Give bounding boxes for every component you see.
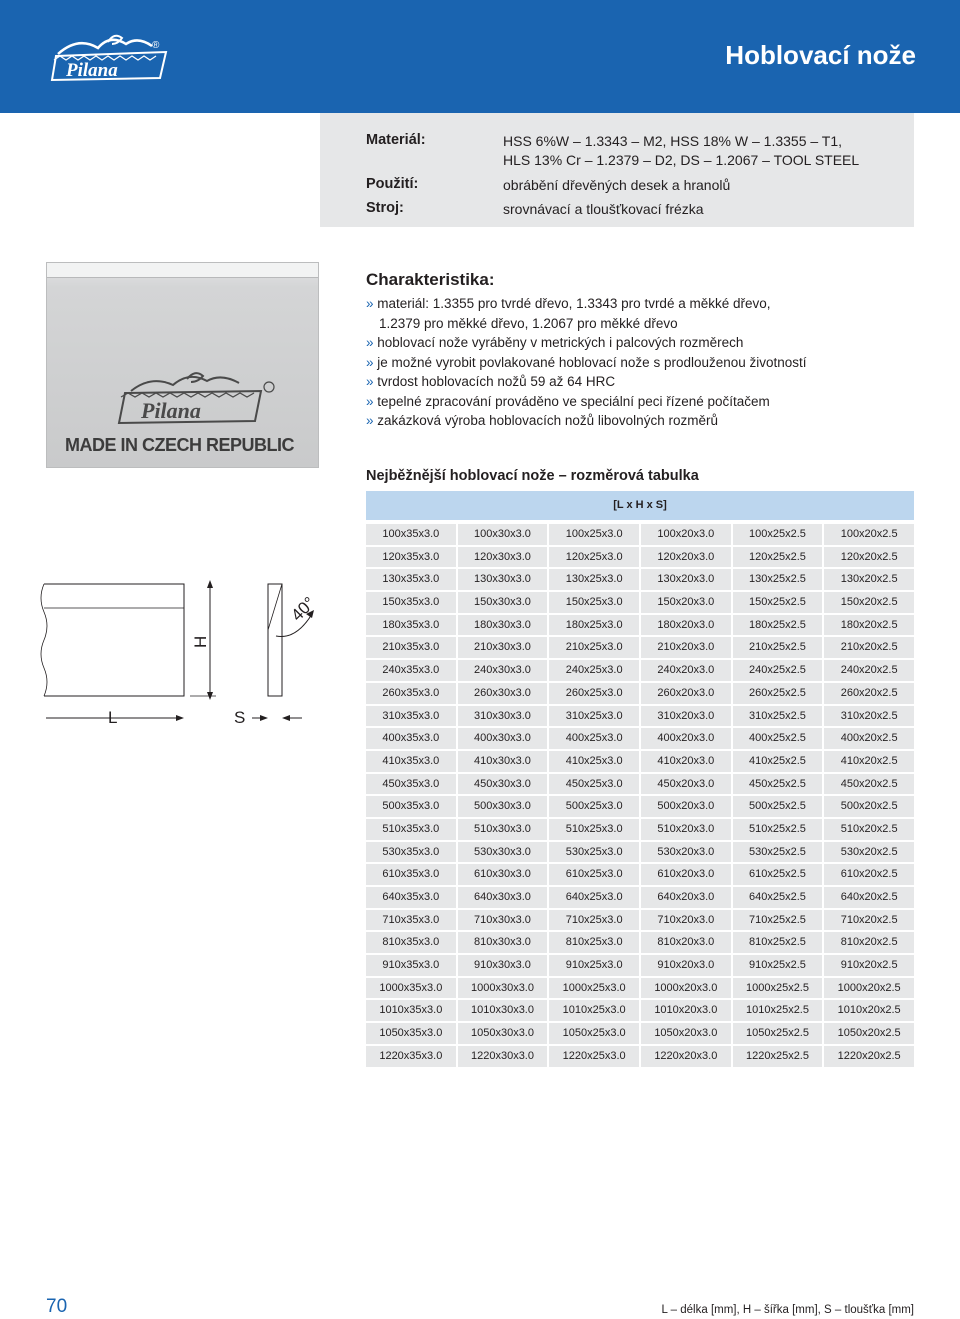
table-cell: 180x25x2.5 bbox=[733, 615, 823, 636]
list-item-text: tepelné zpracování prováděno ve speciální peci řízené počítačem bbox=[377, 393, 770, 409]
table-cell: 1000x25x3.0 bbox=[549, 978, 639, 999]
table-cell: 120x30x3.0 bbox=[458, 547, 548, 568]
table-cell: 310x20x3.0 bbox=[641, 706, 731, 727]
table-cell: 500x20x3.0 bbox=[641, 796, 731, 817]
table-cell: 1050x20x2.5 bbox=[824, 1023, 914, 1044]
table-cell: 910x20x3.0 bbox=[641, 955, 731, 976]
knife-edge bbox=[47, 263, 318, 278]
table-cell: 910x20x2.5 bbox=[824, 955, 914, 976]
registered-mark: ® bbox=[152, 40, 160, 51]
table-cell: 100x20x2.5 bbox=[824, 524, 914, 545]
table-cell: 610x20x3.0 bbox=[641, 864, 731, 885]
table-cell: 1220x25x2.5 bbox=[733, 1046, 823, 1067]
logo-text: Pilana bbox=[66, 60, 118, 81]
table-cell: 1000x35x3.0 bbox=[366, 978, 456, 999]
page-number: 70 bbox=[46, 1296, 68, 1317]
table-cell: 240x25x3.0 bbox=[549, 660, 639, 681]
table-cell: 210x25x2.5 bbox=[733, 637, 823, 658]
table-cell: 310x20x2.5 bbox=[824, 706, 914, 727]
table-cell: 240x30x3.0 bbox=[458, 660, 548, 681]
bullet-icon: » bbox=[366, 413, 374, 428]
dimension-table bbox=[366, 524, 914, 1067]
info-panel bbox=[320, 113, 914, 227]
table-cell: 610x30x3.0 bbox=[458, 864, 548, 885]
table-cell: 1010x25x2.5 bbox=[733, 1000, 823, 1021]
machine-value: srovnávací a tloušťkovací frézka bbox=[503, 201, 704, 217]
pilana-logo-icon bbox=[48, 26, 178, 86]
knife-dimension-diagram bbox=[40, 570, 340, 730]
footer-legend: L – délka [mm], H – šířka [mm], S – tloušťka [mm] bbox=[661, 1304, 914, 1316]
list-item-text: je možné vyrobit povlakované hoblovací nože s prodlouženou životností bbox=[377, 354, 807, 370]
table-cell: 120x35x3.0 bbox=[366, 547, 456, 568]
table-cell: 1000x20x3.0 bbox=[641, 978, 731, 999]
table-cell: 500x35x3.0 bbox=[366, 796, 456, 817]
bullet-icon: » bbox=[366, 354, 374, 370]
table-cell: 530x20x2.5 bbox=[824, 842, 914, 863]
table-cell: 450x35x3.0 bbox=[366, 774, 456, 795]
label-s: S bbox=[234, 708, 246, 727]
table-cell: 450x20x2.5 bbox=[824, 774, 914, 795]
table-cell: 1050x35x3.0 bbox=[366, 1023, 456, 1044]
table-cell: 1000x25x2.5 bbox=[733, 978, 823, 999]
bullet-icon: » bbox=[366, 374, 374, 389]
table-cell: 260x30x3.0 bbox=[458, 683, 548, 704]
table-cell: 500x30x3.0 bbox=[458, 796, 548, 817]
table-cell: 240x35x3.0 bbox=[366, 660, 456, 681]
characteristics-title: Charakteristika: bbox=[366, 270, 495, 289]
table-cell: 640x20x2.5 bbox=[824, 887, 914, 908]
list-item bbox=[366, 411, 926, 431]
list-item bbox=[366, 392, 926, 412]
table-cell: 150x30x3.0 bbox=[458, 592, 548, 613]
table-cell: 150x25x3.0 bbox=[549, 592, 639, 613]
table-cell: 610x20x2.5 bbox=[824, 864, 914, 885]
table-cell: 400x25x2.5 bbox=[733, 728, 823, 749]
machine-label: Stroj: bbox=[366, 200, 404, 216]
table-cell: 1220x20x3.0 bbox=[641, 1046, 731, 1067]
list-item bbox=[366, 314, 926, 334]
table-cell: 530x25x3.0 bbox=[549, 842, 639, 863]
pilana-engraved-logo-icon bbox=[111, 367, 281, 427]
table-cell: 210x20x2.5 bbox=[824, 637, 914, 658]
table-cell: 180x20x2.5 bbox=[824, 615, 914, 636]
table-cell: 450x25x2.5 bbox=[733, 774, 823, 795]
table-cell: 240x20x3.0 bbox=[641, 660, 731, 681]
table-cell: 640x25x2.5 bbox=[733, 887, 823, 908]
table-cell: 610x35x3.0 bbox=[366, 864, 456, 885]
table-cell: 410x35x3.0 bbox=[366, 751, 456, 772]
table-cell: 1220x35x3.0 bbox=[366, 1046, 456, 1067]
table-cell: 210x30x3.0 bbox=[458, 637, 548, 658]
table-cell: 260x20x2.5 bbox=[824, 683, 914, 704]
table-cell: 120x25x2.5 bbox=[733, 547, 823, 568]
label-h: H bbox=[191, 635, 210, 648]
table-cell: 640x25x3.0 bbox=[549, 887, 639, 908]
table-cell: 1010x30x3.0 bbox=[458, 1000, 548, 1021]
table-cell: 1010x20x2.5 bbox=[824, 1000, 914, 1021]
table-cell: 100x35x3.0 bbox=[366, 524, 456, 545]
table-cell: 510x20x2.5 bbox=[824, 819, 914, 840]
table-cell: 1220x30x3.0 bbox=[458, 1046, 548, 1067]
table-cell: 100x25x3.0 bbox=[549, 524, 639, 545]
table-cell: 450x20x3.0 bbox=[641, 774, 731, 795]
table-cell: 710x25x3.0 bbox=[549, 910, 639, 931]
table-cell: 640x30x3.0 bbox=[458, 887, 548, 908]
table-cell: 100x20x3.0 bbox=[641, 524, 731, 545]
table-cell: 120x20x3.0 bbox=[641, 547, 731, 568]
table-cell: 810x35x3.0 bbox=[366, 932, 456, 953]
table-cell: 510x35x3.0 bbox=[366, 819, 456, 840]
table-cell: 1220x20x2.5 bbox=[824, 1046, 914, 1067]
bullet-icon: » bbox=[366, 335, 374, 350]
table-cell: 450x25x3.0 bbox=[549, 774, 639, 795]
use-value: obrábění dřevěných desek a hranolů bbox=[503, 177, 731, 193]
table-cell: 510x20x3.0 bbox=[641, 819, 731, 840]
table-cell: 260x25x3.0 bbox=[549, 683, 639, 704]
table-cell: 310x30x3.0 bbox=[458, 706, 548, 727]
knife-photo bbox=[46, 262, 319, 468]
table-cell: 180x30x3.0 bbox=[458, 615, 548, 636]
table-cell: 1010x35x3.0 bbox=[366, 1000, 456, 1021]
table-cell: 500x25x2.5 bbox=[733, 796, 823, 817]
table-cell: 510x25x3.0 bbox=[549, 819, 639, 840]
list-item-text: materiál: 1.3355 pro tvrdé dřevo, 1.3343 pro tvrdé a měkké dřevo, bbox=[377, 296, 771, 311]
table-cell: 530x35x3.0 bbox=[366, 842, 456, 863]
table-cell: 410x25x3.0 bbox=[549, 751, 639, 772]
table-cell: 240x25x2.5 bbox=[733, 660, 823, 681]
table-cell: 1000x20x2.5 bbox=[824, 978, 914, 999]
table-cell: 450x30x3.0 bbox=[458, 774, 548, 795]
made-in-text: MADE IN CZECH REPUBLIC bbox=[65, 435, 295, 455]
table-cell: 510x30x3.0 bbox=[458, 819, 548, 840]
material-label: Materiál: bbox=[366, 132, 426, 148]
table-cell: 810x25x2.5 bbox=[733, 932, 823, 953]
table-cell: 410x30x3.0 bbox=[458, 751, 548, 772]
table-cell: 130x35x3.0 bbox=[366, 569, 456, 590]
table-cell: 180x35x3.0 bbox=[366, 615, 456, 636]
table-cell: 130x20x2.5 bbox=[824, 569, 914, 590]
table-cell: 120x25x3.0 bbox=[549, 547, 639, 568]
table-cell: 710x35x3.0 bbox=[366, 910, 456, 931]
table-cell: 910x30x3.0 bbox=[458, 955, 548, 976]
page-header bbox=[0, 0, 960, 113]
table-cell: 310x25x2.5 bbox=[733, 706, 823, 727]
table-cell: 130x25x3.0 bbox=[549, 569, 639, 590]
material-value-line2: HLS 13% Cr – 1.2379 – D2, DS – 1.2067 – TOOL STEEL bbox=[503, 152, 860, 168]
table-cell: 260x35x3.0 bbox=[366, 683, 456, 704]
table-cell: 310x35x3.0 bbox=[366, 706, 456, 727]
table-cell: 410x20x3.0 bbox=[641, 751, 731, 772]
table-cell: 530x30x3.0 bbox=[458, 842, 548, 863]
table-cell: 710x25x2.5 bbox=[733, 910, 823, 931]
table-cell: 400x20x3.0 bbox=[641, 728, 731, 749]
use-label: Použití: bbox=[366, 176, 419, 192]
table-cell: 150x20x3.0 bbox=[641, 592, 731, 613]
table-cell: 530x20x3.0 bbox=[641, 842, 731, 863]
list-item-text: 1.2379 pro měkké dřevo, 1.2067 pro měkké dřevo bbox=[379, 315, 678, 331]
table-header: [L x H x S] bbox=[366, 491, 914, 520]
table-cell: 210x20x3.0 bbox=[641, 637, 731, 658]
table-cell: 710x20x3.0 bbox=[641, 910, 731, 931]
table-cell: 100x30x3.0 bbox=[458, 524, 548, 545]
table-cell: 410x20x2.5 bbox=[824, 751, 914, 772]
table-cell: 1050x25x2.5 bbox=[733, 1023, 823, 1044]
table-cell: 210x25x3.0 bbox=[549, 637, 639, 658]
table-cell: 1010x20x3.0 bbox=[641, 1000, 731, 1021]
table-cell: 710x20x2.5 bbox=[824, 910, 914, 931]
table-cell: 120x20x2.5 bbox=[824, 547, 914, 568]
table-cell: 260x25x2.5 bbox=[733, 683, 823, 704]
table-cell: 1050x25x3.0 bbox=[549, 1023, 639, 1044]
photo-logo-text: Pilana bbox=[141, 398, 201, 423]
table-cell: 510x25x2.5 bbox=[733, 819, 823, 840]
table-cell: 400x35x3.0 bbox=[366, 728, 456, 749]
table-cell: 180x25x3.0 bbox=[549, 615, 639, 636]
list-item-text: hoblovací nože vyráběny v metrických i palcových rozměrech bbox=[377, 335, 744, 350]
label-l: L bbox=[108, 708, 118, 727]
bullet-icon: » bbox=[366, 393, 374, 409]
table-title: Nejběžnější hoblovací nože – rozměrová tabulka bbox=[366, 468, 699, 484]
table-cell: 150x25x2.5 bbox=[733, 592, 823, 613]
list-item-text: tvrdost hoblovacích nožů 59 až 64 HRC bbox=[377, 374, 616, 389]
table-cell: 130x30x3.0 bbox=[458, 569, 548, 590]
list-item bbox=[366, 333, 926, 353]
list-item-text: zakázková výroba hoblovacích nožů libovolných rozměrů bbox=[377, 413, 718, 428]
table-cell: 400x30x3.0 bbox=[458, 728, 548, 749]
list-item bbox=[366, 294, 926, 314]
table-cell: 210x35x3.0 bbox=[366, 637, 456, 658]
table-cell: 1000x30x3.0 bbox=[458, 978, 548, 999]
table-cell: 710x30x3.0 bbox=[458, 910, 548, 931]
table-cell: 1050x30x3.0 bbox=[458, 1023, 548, 1044]
material-value-line1: HSS 6%W – 1.3343 – M2, HSS 18% W – 1.3355 – T1, bbox=[503, 133, 843, 149]
page-title: Hoblovací nože bbox=[725, 40, 916, 70]
table-cell: 150x20x2.5 bbox=[824, 592, 914, 613]
table-cell: 910x35x3.0 bbox=[366, 955, 456, 976]
table-cell: 640x20x3.0 bbox=[641, 887, 731, 908]
table-cell: 180x20x3.0 bbox=[641, 615, 731, 636]
table-cell: 130x20x3.0 bbox=[641, 569, 731, 590]
table-cell: 810x20x2.5 bbox=[824, 932, 914, 953]
table-cell: 1050x20x3.0 bbox=[641, 1023, 731, 1044]
table-cell: 530x25x2.5 bbox=[733, 842, 823, 863]
table-cell: 400x25x3.0 bbox=[549, 728, 639, 749]
table-cell: 610x25x2.5 bbox=[733, 864, 823, 885]
characteristics-section bbox=[366, 270, 926, 431]
table-cell: 400x20x2.5 bbox=[824, 728, 914, 749]
table-cell: 610x25x3.0 bbox=[549, 864, 639, 885]
table-cell: 410x25x2.5 bbox=[733, 751, 823, 772]
table-cell: 810x20x3.0 bbox=[641, 932, 731, 953]
table-cell: 810x30x3.0 bbox=[458, 932, 548, 953]
list-item bbox=[366, 353, 926, 373]
table-cell: 910x25x3.0 bbox=[549, 955, 639, 976]
table-cell: 240x20x2.5 bbox=[824, 660, 914, 681]
table-cell: 640x35x3.0 bbox=[366, 887, 456, 908]
table-cell: 100x25x2.5 bbox=[733, 524, 823, 545]
table-cell: 130x25x2.5 bbox=[733, 569, 823, 590]
table-cell: 810x25x3.0 bbox=[549, 932, 639, 953]
table-cell: 260x20x3.0 bbox=[641, 683, 731, 704]
angle-label: 40° bbox=[287, 593, 320, 625]
table-cell: 310x25x3.0 bbox=[549, 706, 639, 727]
table-cell: 500x20x2.5 bbox=[824, 796, 914, 817]
table-cell: 150x35x3.0 bbox=[366, 592, 456, 613]
table-cell: 1010x25x3.0 bbox=[549, 1000, 639, 1021]
table-cell: 1220x25x3.0 bbox=[549, 1046, 639, 1067]
table-cell: 910x25x2.5 bbox=[733, 955, 823, 976]
list-item bbox=[366, 372, 926, 392]
table-cell: 500x25x3.0 bbox=[549, 796, 639, 817]
bullet-icon: » bbox=[366, 296, 374, 311]
